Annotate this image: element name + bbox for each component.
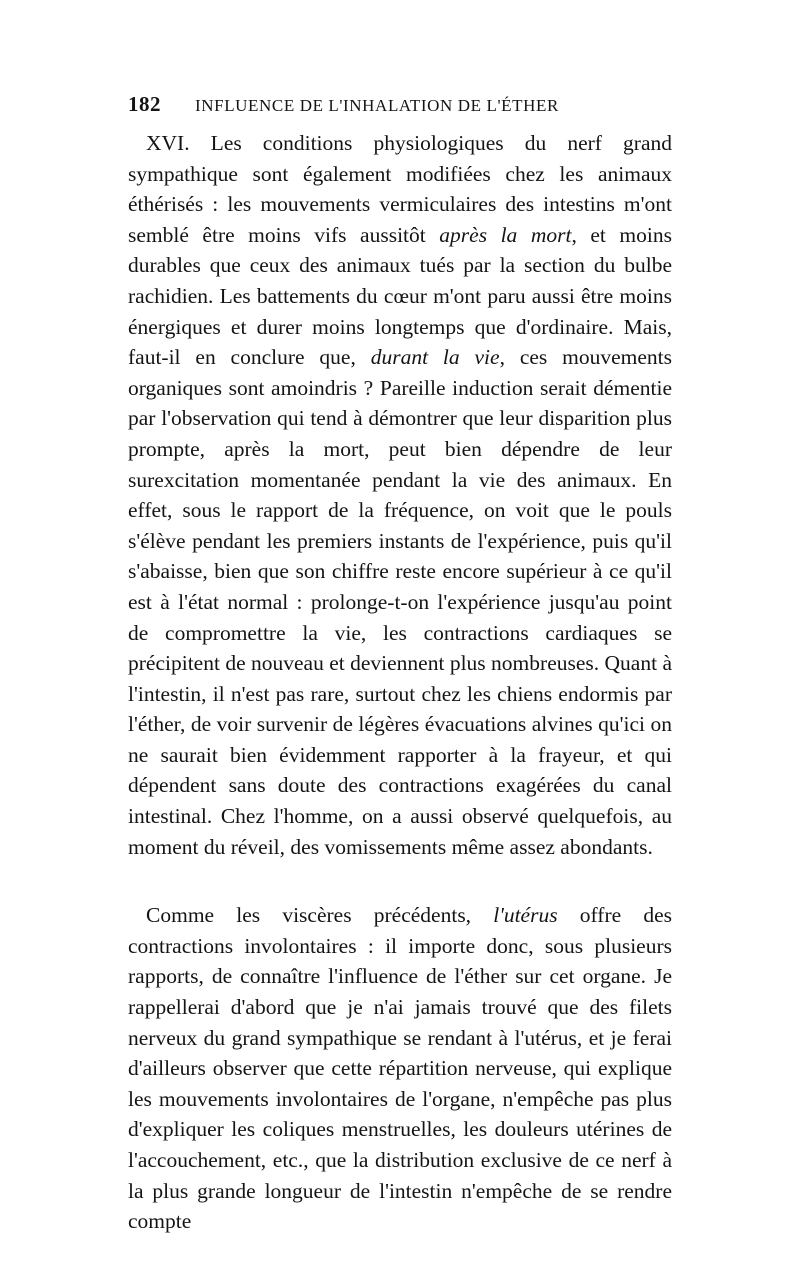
paragraph-text: , ces mouvements organiques sont amoindris ? Pareille induction serait démentie par l'observation qui tend à démontrer que leur disparition plus prompte, après la mort, peut bien dépendre de leur surexcitation momentanée pendant la vie des animaux. En effet, sous le rapport de la fréquence, on voit que le pouls s'élève pendant les premiers instants de l'expérience, puis qu'il s'abaisse, bien que son chiffre reste encore supérieur à ce qu'il est à l'état normal : prolonge-t-on l'expérience jusqu'au point de compromettre la vie, les contractions cardiaques se précipitent de nouveau et deviennent plus nombreuses. Quant à l'intestin, il n'est pas rare, surtout chez les chiens endormis par l'éther, de voir survenir de légères évacuations alvines qu'ici on ne saurait bien évidemment rapporter à la frayeur, et qui dépendent sans doute des contractions exagérées du canal intestinal. Chez l'homme, on a aussi observé quelquefois, au moment du réveil, des vomissements même assez abondants. [128, 345, 673, 859]
italic-phrase: l'utérus [493, 903, 558, 928]
paragraph-text: Comme les viscères précédents, [146, 903, 494, 928]
book-page [128, 92, 672, 1237]
paragraph-section-xvi [128, 128, 672, 862]
italic-phrase: après la mort [439, 222, 572, 247]
page-number: 182 [128, 92, 161, 116]
section-number: XVI. [146, 131, 190, 155]
paragraph-text: offre des contractions involontaires : il importe donc, sous plusieurs rapports, de connaître l'influence de l'éther sur cet organe. Je rappellerai d'abord que je n'ai jamais trouvé que des filets nerveux du grand sympathique se rendant à l'utérus, et je ferai d'ailleurs observer que cette répartition nerveuse, qui explique les mouvements involontaires de l'organe, n'empêche pas plus d'expliquer les coliques menstruelles, les douleurs utérines de l'accouchement, etc., que la distribution exclusive de ce nerf à la plus grande longueur de l'intestin n'empêche de se rendre compte [128, 903, 672, 1234]
page-header [128, 92, 672, 128]
running-title: INFLUENCE DE L'INHALATION DE L'ÉTHER [195, 96, 559, 115]
italic-phrase: durant la vie [370, 345, 500, 370]
paragraph-text: Les conditions physiologiques du nerf grand sympathique sont également modifiées chez les animaux éthérisés : les mouvements vermiculaires des intestins m'ont semblé être moins vifs aussitôt [128, 131, 672, 247]
paragraph-text: , et moins durables que ceux des animaux tués par la section du bulbe rachidien. Les battements du cœur m'ont paru aussi être moins énergiques et durer moins longtemps que d'ordinaire. Mais, faut-il en conclure que, [128, 222, 672, 370]
paragraph-uterus [128, 900, 672, 1237]
